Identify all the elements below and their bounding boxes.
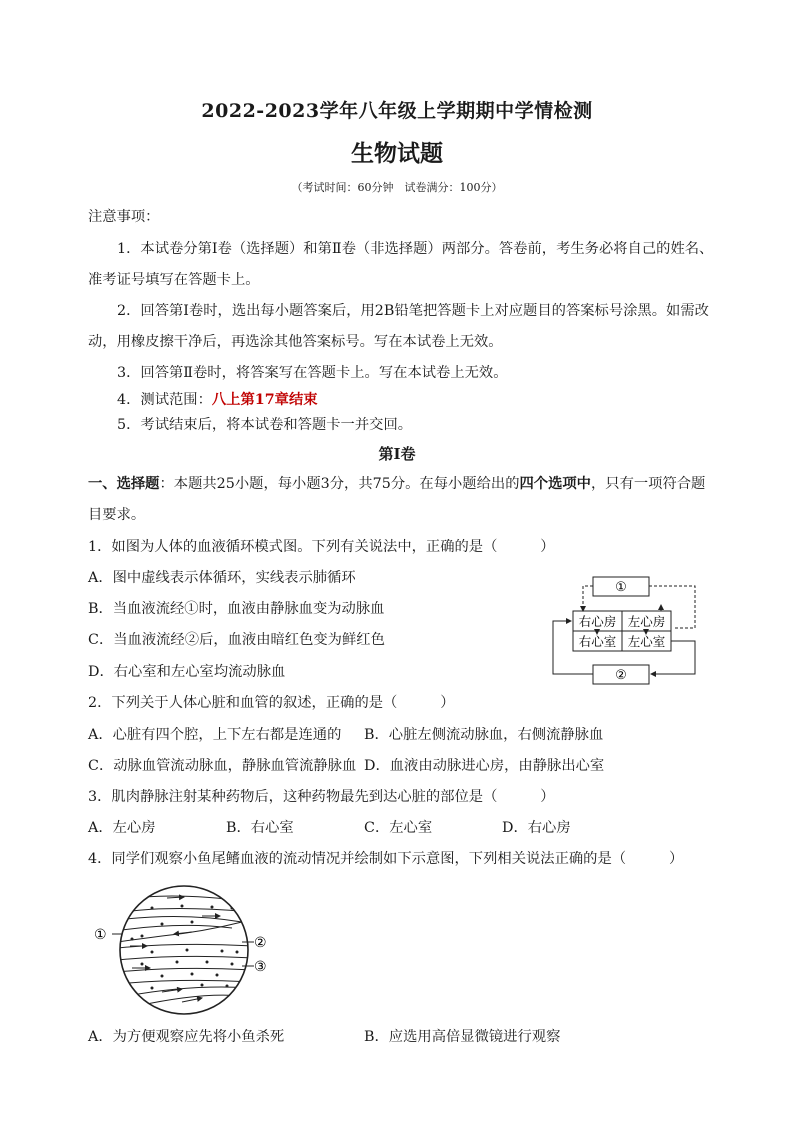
q3-option-d: D．右心房: [502, 820, 571, 836]
notice-item-3: 3．回答第Ⅱ卷时，将答案写在答题卡上。写在本试卷上无效。: [117, 365, 508, 381]
q4-stem: 4．同学们观察小鱼尾鳍血液的流动情况并绘制如下示意图，下列相关说法正确的是（ ）: [88, 851, 684, 867]
part-instructions: [88, 474, 705, 494]
section-title: 第Ⅰ卷: [378, 445, 416, 463]
notice-heading: 注意事项：: [88, 209, 160, 225]
part-desc-bold: 四个选项中: [519, 476, 591, 492]
diagram-right-atrium: 右心房: [578, 614, 617, 629]
test-range: 八上第17章结束: [211, 392, 318, 408]
q2-option-b: B．心脏左侧流动脉血，右侧流静脉血: [364, 727, 604, 743]
q1-option-c: C．当血液流经②后，血液由暗红色变为鲜红色: [88, 632, 385, 648]
q3-option-b: B．右心室: [226, 820, 294, 836]
part-desc-b: ，只有一项符合题: [590, 476, 706, 492]
subject-title: 生物试题: [351, 140, 443, 167]
notice-item-1-line-1: 1．本试卷分第Ⅰ卷（选择题）和第Ⅱ卷（非选择题）两部分。答卷前，考生务必将自己的姓名、: [117, 241, 714, 257]
diagram-right-ventricle: 右心室: [578, 634, 617, 649]
circulation-diagram: [545, 573, 705, 688]
q4-option-b: B．应选用高倍显微镜进行观察: [364, 1029, 561, 1045]
q3-option-c: C．左心室: [364, 820, 433, 836]
q2-option-d: D．血液由动脉进心房，由静脉出心室: [364, 758, 605, 774]
notice-item-1-line-2: 准考证号填写在答题卡上。: [88, 272, 260, 288]
q2-option-c: C．动脉血管流动脉血，静脉血管流静脉血: [88, 758, 357, 774]
notice-item-2-line-2: 动，用橡皮擦干净后，再选涂其他答案标号。写在本试卷上无效。: [88, 334, 503, 350]
part-label: 一、选择题: [88, 476, 160, 492]
notice-item-4: [117, 390, 318, 410]
notice-item-5: 5．考试结束后，将本试卷和答题卡一并交回。: [117, 417, 413, 433]
part-instructions-line-2: 目要求。: [88, 507, 146, 523]
q4-label-3: ③: [254, 959, 267, 975]
q1-stem: 1．如图为人体的血液循环模式图。下列有关说法中，正确的是（ ）: [88, 539, 555, 555]
notice-item-2-line-1: 2．回答第Ⅰ卷时，选出每小题答案后，用2B铅笔把答题卡上对应题目的答案标号涂黑。如需改: [117, 303, 709, 319]
fish-tail-blood-flow-diagram: [92, 882, 282, 1022]
notice-item-4-prefix: 4．测试范围：: [117, 392, 212, 408]
q2-option-a: A．心脏有四个腔，上下左右都是连通的: [88, 727, 342, 743]
q1-option-a: A．图中虚线表示体循环，实线表示肺循环: [88, 570, 356, 586]
q4-label-1: ①: [94, 927, 107, 943]
q4-label-2: ②: [254, 935, 267, 951]
q1-option-b: B．当血液流经①时，血液由静脉血变为动脉血: [88, 601, 385, 617]
q1-option-d: D．右心室和左心室均流动脉血: [88, 664, 286, 680]
diagram-left-ventricle: 左心室: [627, 634, 666, 649]
diagram-label-2: ②: [615, 668, 627, 683]
diagram-label-1: ①: [615, 580, 627, 595]
q4-option-a: A．为方便观察应先将小鱼杀死: [88, 1029, 285, 1045]
q3-stem: 3．肌肉静脉注射某种药物后，这种药物最先到达心脏的部位是（ ）: [88, 789, 555, 805]
q3-option-a: A．左心房: [88, 820, 156, 836]
exam-title: 2022-2023学年八年级上学期期中学情检测: [201, 100, 593, 122]
q2-stem: 2．下列关于人体心脏和血管的叙述，正确的是（ ）: [88, 695, 455, 711]
exam-info: （考试时间：60分钟 试卷满分：100分）: [291, 181, 503, 194]
diagram-left-atrium: 左心房: [627, 614, 666, 629]
part-desc-a: ：本题共25小题，每小题3分，共75分。在每小题给出的: [159, 476, 520, 492]
